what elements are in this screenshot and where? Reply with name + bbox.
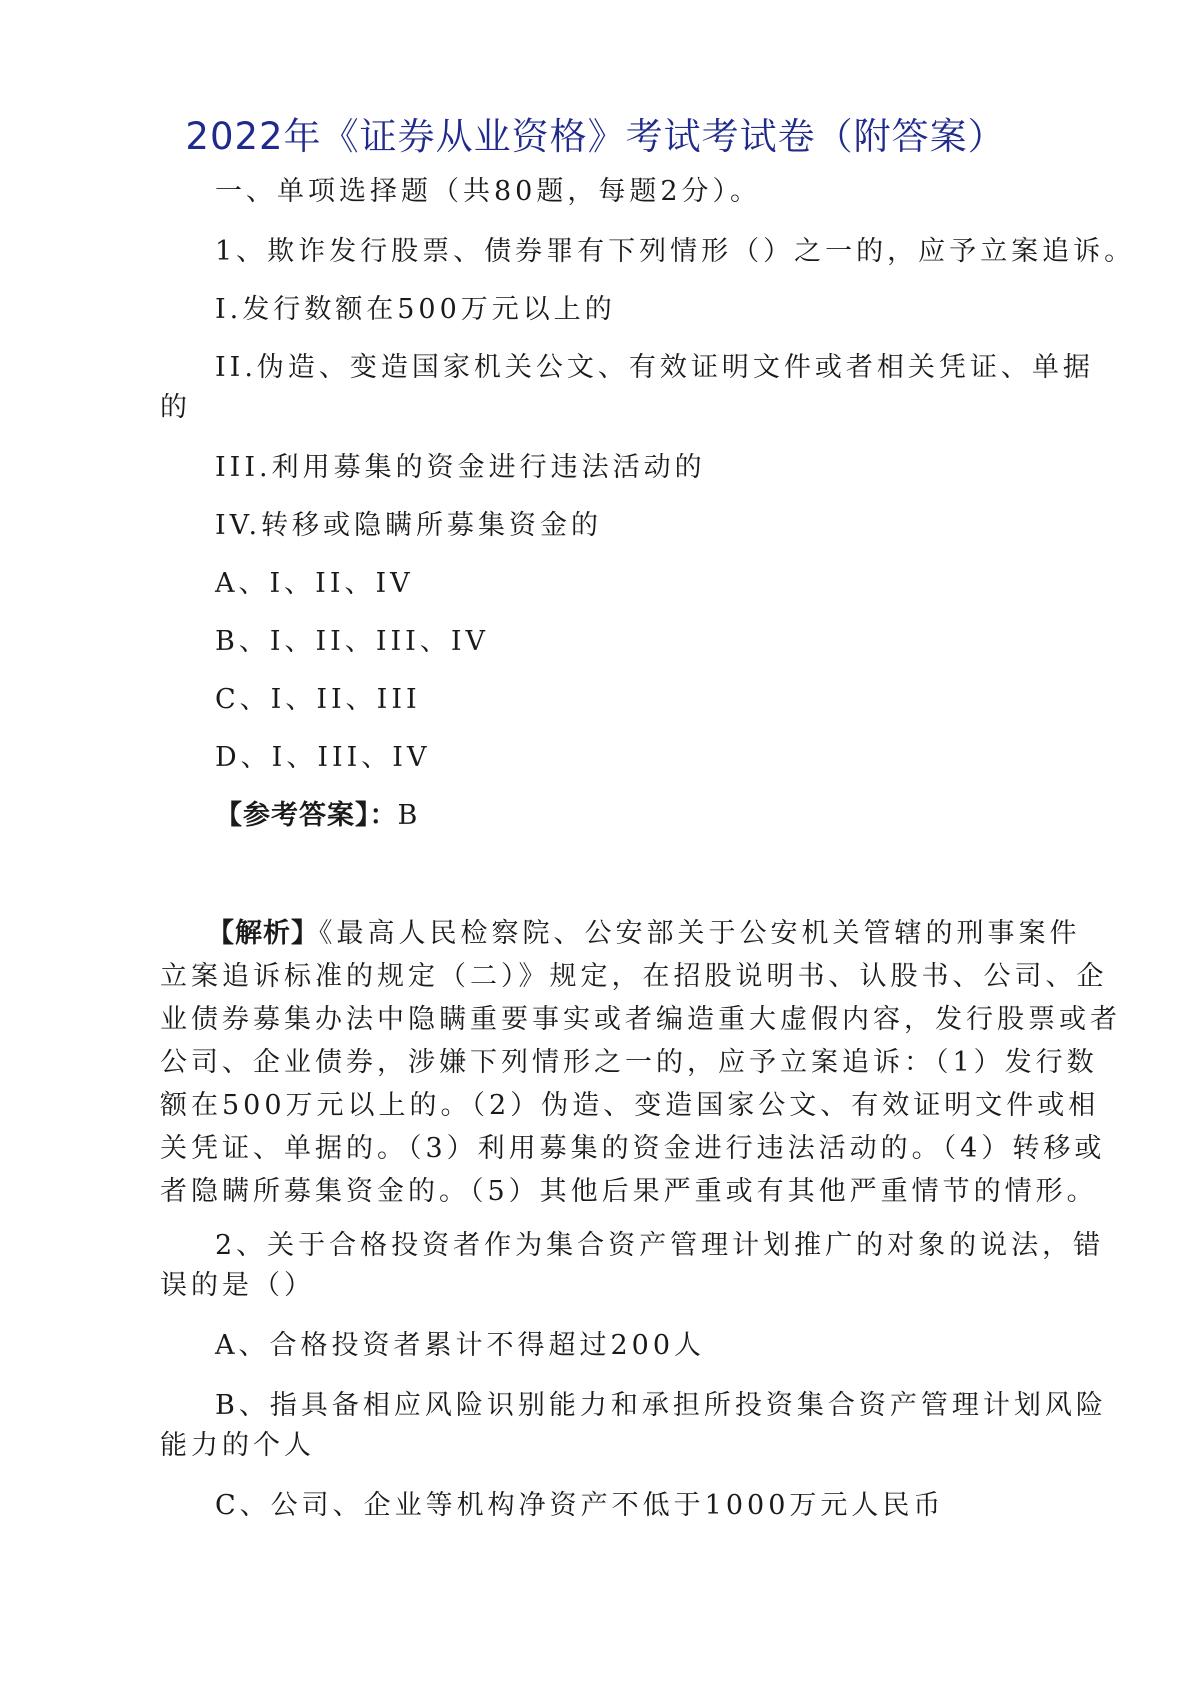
document-title: 2022年《证券从业资格》考试考试卷（附答案） [185,115,1006,158]
answer-value: B [397,800,422,831]
question-1-item-4: IV.转移或隐瞒所募集资金的 [215,510,603,541]
analysis-row: 额在500万元以上的。（2）伪造、变造国家公文、有效证明文件或相 [160,1090,1100,1121]
analysis-label: 【解析】 [207,918,319,949]
question-2-option-a: A、合格投资者累计不得超过200人 [215,1330,706,1361]
question-1-analysis [160,912,1121,1213]
analysis-row: 公司、企业债券，涉嫌下列情形之一的，应予立案追诉：（1）发行数 [160,1047,1098,1078]
analysis-row: 者隐瞒所募集资金的。（5）其他后果严重或有其他严重情节的情形。 [160,1176,1098,1207]
question-1-item-2: II.伪造、变造国家机关公文、有效证明文件或者相关凭证、单据 [215,352,1094,383]
analysis-row: 立案追诉标准的规定（二）》规定，在招股说明书、认股书、公司、企 [160,961,1108,992]
question-1-item-3: III.利用募集的资金进行违法活动的 [215,452,706,483]
question-2-stem: 2、关于合格投资者作为集合资产管理计划推广的对象的说法，错 [215,1230,1105,1261]
question-1-option-a: A、I、II、IV [215,568,414,599]
section-heading: 一、单项选择题（共80题，每题2分）。 [215,176,762,207]
question-2-stem-cont: 误的是（） [160,1270,315,1301]
analysis-row [160,912,1081,955]
question-2-option-b-cont: 能力的个人 [160,1430,315,1461]
question-1-option-d: D、I、III、IV [215,742,431,773]
analysis-row: 业债券募集办法中隐瞒重要事实或者编造重大虚假内容，发行股票或者 [160,1004,1121,1035]
question-1-item-2-cont: 的 [160,392,191,423]
question-1-answer [215,800,421,832]
analysis-row: 关凭证、单据的。（3）利用募集的资金进行违法活动的。（4）转移或 [160,1133,1106,1164]
question-1-stem: 1、欺诈发行股票、债券罪有下列情形（）之一的，应予立案追诉。 [215,236,1136,267]
question-1-item-1: I.发行数额在500万元以上的 [215,294,616,325]
question-1-option-b: B、I、II、III、IV [215,626,489,657]
question-2-option-b: B、指具备相应风险识别能力和承担所投资集合资产管理计划风险 [215,1390,1107,1421]
analysis-text: 《最高人民检察院、公安部关于公安机关管辖的刑事案件 [319,918,1081,949]
answer-label: 【参考答案】： [215,800,398,831]
question-1-option-c: C、I、II、III [215,684,421,715]
question-2-option-c: C、公司、企业等机构净资产不低于1000万元人民币 [215,1490,945,1521]
